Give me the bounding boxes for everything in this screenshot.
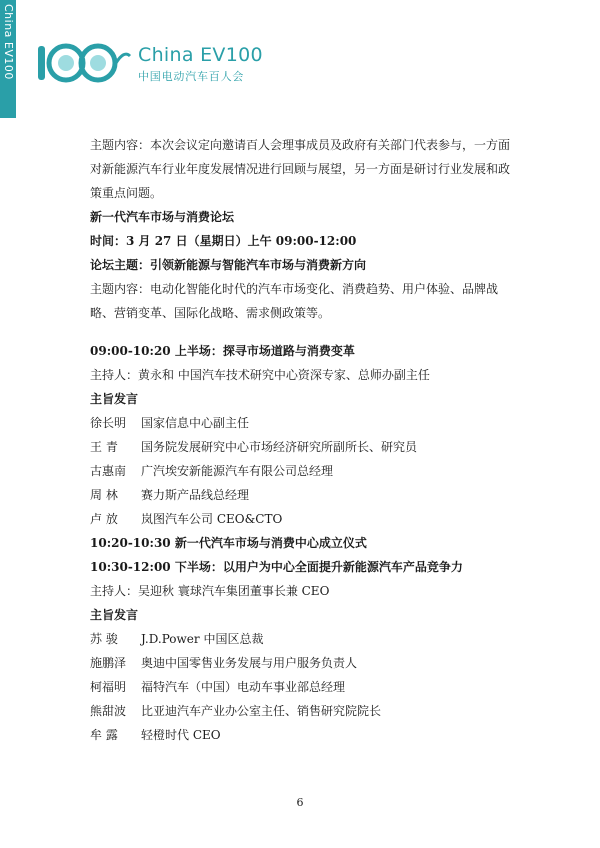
speaker-name: 施鹏泽 bbox=[90, 656, 127, 670]
speaker-row bbox=[90, 699, 520, 723]
speaker-title: 轻橙时代 CEO bbox=[141, 728, 221, 742]
speaker-title: 国务院发展研究中心市场经济研究所副所长、研究员 bbox=[141, 440, 418, 454]
second-half-speech-label: 主旨发言 bbox=[90, 608, 139, 622]
speaker-title: 比亚迪汽车产业办公室主任、销售研究院院长 bbox=[141, 704, 382, 718]
speaker-name: 徐长明 bbox=[90, 416, 127, 430]
first-half-speech-label: 主旨发言 bbox=[90, 392, 139, 406]
speaker-row bbox=[90, 459, 520, 483]
forum-theme: 论坛主题：引领新能源与智能汽车市场与消费新方向 bbox=[90, 258, 367, 272]
speaker-name: 苏 骏 bbox=[90, 632, 118, 646]
logo-english-name: China EV100 bbox=[138, 44, 263, 66]
forum-time: 时间：3 月 27 日（星期日）上午 09:00-12:00 bbox=[90, 234, 357, 248]
speaker-row bbox=[90, 723, 520, 747]
speaker-title: 岚图汽车公司 CEO&CTO bbox=[141, 512, 283, 526]
speaker-name: 卢 放 bbox=[90, 512, 118, 526]
document-body bbox=[90, 133, 520, 747]
speaker-name: 牟 露 bbox=[90, 728, 118, 742]
logo-chinese-name: 中国电动汽车百人会 bbox=[138, 70, 245, 83]
speaker-title: 国家信息中心副主任 bbox=[141, 416, 250, 430]
brand-side-strip bbox=[0, 0, 16, 118]
forum-content: 主题内容：电动化智能化时代的汽车市场变化、消费趋势、用户体验、品牌战略、营销变革、国际化战略、需求侧政策等。 bbox=[90, 282, 499, 320]
speaker-title: 奥迪中国零售业务发展与用户服务负责人 bbox=[141, 656, 358, 670]
china-ev100-logo-icon bbox=[36, 42, 132, 84]
speaker-row bbox=[90, 507, 520, 531]
speaker-name: 熊甜波 bbox=[90, 704, 127, 718]
speaker-row bbox=[90, 675, 520, 699]
speaker-name: 古惠南 bbox=[90, 464, 127, 478]
speaker-title: 赛力斯产品线总经理 bbox=[141, 488, 250, 502]
speaker-row bbox=[90, 411, 520, 435]
intro-paragraph: 主题内容：本次会议定向邀请百人会理事成员及政府有关部门代表参与，一方面对新能源汽车行业年度发展情况进行回顾与展望，另一方面是研讨行业发展和政策重点问题。 bbox=[90, 138, 511, 200]
first-half-host: 主持人：黄永和 中国汽车技术研究中心资深专家、总师办副主任 bbox=[90, 368, 430, 382]
second-half-title: 10:30-12:00 下半场：以用户为中心全面提升新能源汽车产品竞争力 bbox=[90, 560, 463, 574]
speaker-name: 王 青 bbox=[90, 440, 118, 454]
speaker-name: 柯福明 bbox=[90, 680, 127, 694]
page-number: 6 bbox=[296, 796, 304, 809]
speaker-title: J.D.Power 中国区总裁 bbox=[141, 632, 264, 646]
speaker-name: 周 林 bbox=[90, 488, 118, 502]
ceremony-title: 10:20-10:30 新一代汽车市场与消费中心成立仪式 bbox=[90, 536, 367, 550]
speaker-row bbox=[90, 627, 520, 651]
first-half-title: 09:00-10:20 上半场：探寻市场道路与消费变革 bbox=[90, 344, 355, 358]
speaker-row bbox=[90, 483, 520, 507]
speaker-title: 广汽埃安新能源汽车有限公司总经理 bbox=[141, 464, 334, 478]
speaker-row bbox=[90, 651, 520, 675]
speaker-title: 福特汽车（中国）电动车事业部总经理 bbox=[141, 680, 346, 694]
side-brand-text: China EV100 bbox=[2, 4, 15, 80]
second-half-host: 主持人：吴迎秋 寰球汽车集团董事长兼 CEO bbox=[90, 584, 330, 598]
section-spacer bbox=[90, 325, 520, 339]
forum-title: 新一代汽车市场与消费论坛 bbox=[90, 210, 235, 224]
speaker-row bbox=[90, 435, 520, 459]
